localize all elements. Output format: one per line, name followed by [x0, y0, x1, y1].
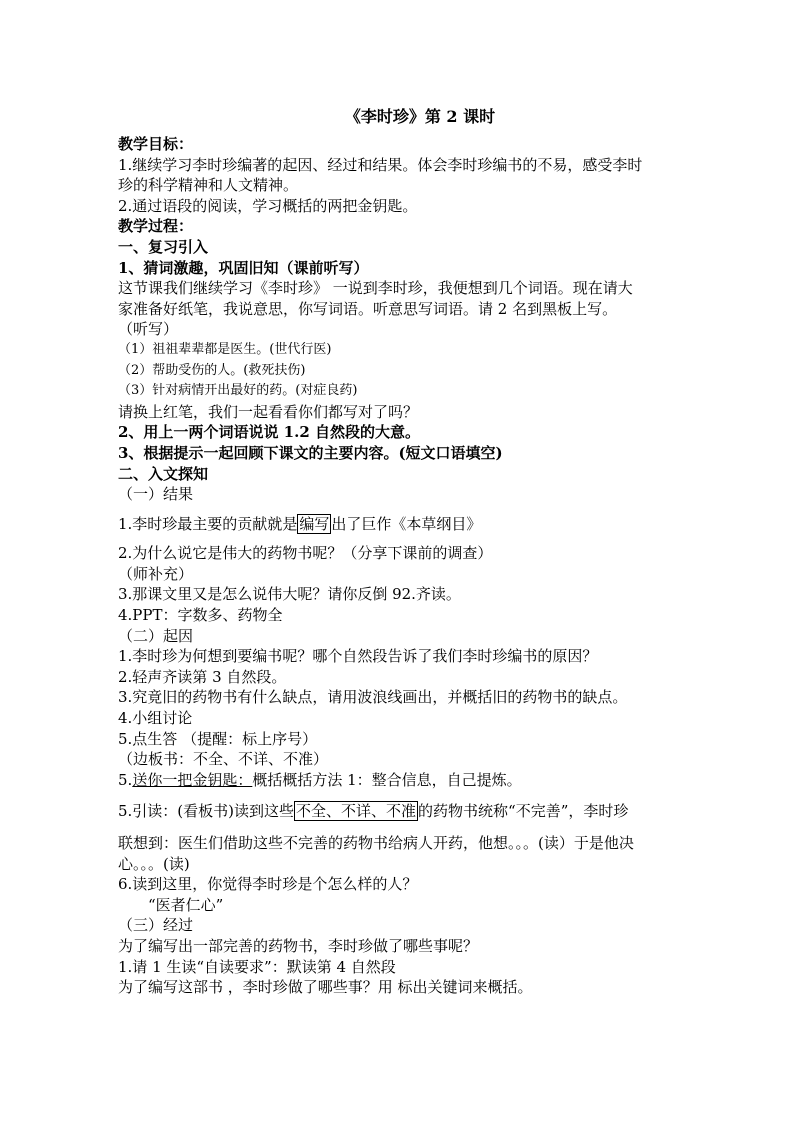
result-item-1-pre: 1.李时珍最主要的贡献就是 [118, 514, 298, 533]
cause-item-5-note: （边板书：不全、不详、不准） [118, 750, 329, 769]
document-title: 《李时珍》第 2 课时 [344, 107, 496, 126]
question-6: 6.读到这里，你觉得李时珍是个怎么样的人？ [118, 875, 418, 894]
result-item-2: 2.为什么说它是伟大的药物书呢？（分享下课前的调查） [118, 544, 493, 563]
subsection-result-heading: （一）结果 [118, 485, 194, 504]
document-page [118, 106, 698, 998]
subsection-process-heading: （三）经过 [118, 916, 194, 935]
dictation-item-1: （1）祖祖辈辈都是医生。(世代行医) [118, 341, 332, 357]
section-1-item-3: 3、根据提示一起回顾下课文的主要内容。(短文口语填空) [118, 443, 503, 462]
golden-key-line [118, 770, 698, 791]
section-2-heading: 二、入文探知 [118, 464, 209, 483]
goal-1-line-b: 珍的科学精神和人文精神。 [118, 176, 299, 195]
dictation-item-3: （3）针对病情开出最好的药。(对症良药) [118, 383, 358, 399]
process-item-1: 1.请 1 生读“自读要求”：默读第 4 自然段 [118, 957, 396, 976]
cause-item-4: 4.小组讨论 [118, 709, 193, 728]
boxed-word-compile: 编写 [299, 514, 330, 533]
lead-reading-line-b: 联想到：医生们借助这些不完善的药物书给病人开药，他想。。。(读）于是他决 [118, 834, 634, 852]
lead-reading-pre: 5.引读：(看板书)读到这些 [118, 802, 295, 821]
cause-item-1: 1.李时珍为何想到要编书呢？哪个自然段告诉了我们李时珍编书的原因？ [118, 647, 598, 666]
goal-1-line-a: 1.继续学习李时珍编著的起因、经过和结果。体会李时珍编书的不易，感受李时 [118, 155, 643, 174]
section-1-item-2: 2、用上一两个词语说说 1.2 自然段的大意。 [118, 423, 420, 442]
boxed-board-words: 不全、不详、不准 [296, 802, 417, 821]
process-heading: 教学过程： [118, 217, 194, 236]
result-item-1 [118, 514, 698, 535]
result-item-4: 4.PPT：字数多、药物全 [118, 606, 283, 625]
section-1-paragraph-b: 家准备好纸笔，我说意思，你写词语。听意思写词语。请 2 名到黑板上写。 [118, 299, 618, 318]
subsection-cause-heading: （二）起因 [118, 626, 194, 645]
golden-key-rest: 概括概括方法 1：整合信息，自己提炼。 [252, 770, 522, 789]
goals-heading: 教学目标： [118, 135, 194, 153]
result-item-2-note: （师补充） [118, 564, 194, 583]
process-item-2: 为了编写这部书 ，李时珍做了哪些事？用 标出关键词来概括。 [118, 978, 533, 997]
section-1-item-1: 1、猜词激趣，巩固旧知（课前听写） [118, 258, 369, 277]
question-6-answer: “医者仁心” [148, 895, 224, 914]
section-1-paragraph-a: 这节课我们继续学习《李时珍》 一说到李时珍，我便想到几个词语。现在请大 [118, 279, 633, 298]
cause-item-2: 2.轻声齐读第 3 自然段。 [118, 667, 287, 686]
lead-reading-line-a [118, 801, 698, 822]
lead-reading-post: 的药物书统称“不完善”，李时珍 [418, 802, 629, 821]
section-1-check: 请换上红笔，我们一起看看你们都写对了吗？ [118, 402, 419, 421]
result-item-3: 3.那课文里又是怎么说伟大呢？请你反倒 92.齐读。 [118, 585, 461, 604]
golden-key-underlined: 送你一把金钥匙： [132, 770, 253, 789]
lead-reading-line-c: 心。。。(读) [118, 854, 190, 873]
section-1-heading: 一、复习引入 [118, 237, 209, 256]
result-item-1-post: 出了巨作《本草纲目》 [331, 514, 482, 533]
cause-item-3: 3.究竟旧的药物书有什么缺点，请用波浪线画出，并概括旧的药物书的缺点。 [118, 688, 628, 707]
goal-2: 2.通过语段的阅读，学习概括的两把金钥匙。 [118, 196, 418, 215]
dictation-item-2: （2）帮助受伤的人。(救死扶伤) [118, 362, 306, 378]
process-intro: 为了编写出一部完善的药物书，李时珍做了哪些事呢？ [118, 936, 479, 955]
golden-key-number: 5. [118, 770, 133, 789]
dictation-label: （听写） [118, 320, 179, 339]
cause-item-5: 5.点生答 （提醒：标上序号） [118, 729, 318, 748]
